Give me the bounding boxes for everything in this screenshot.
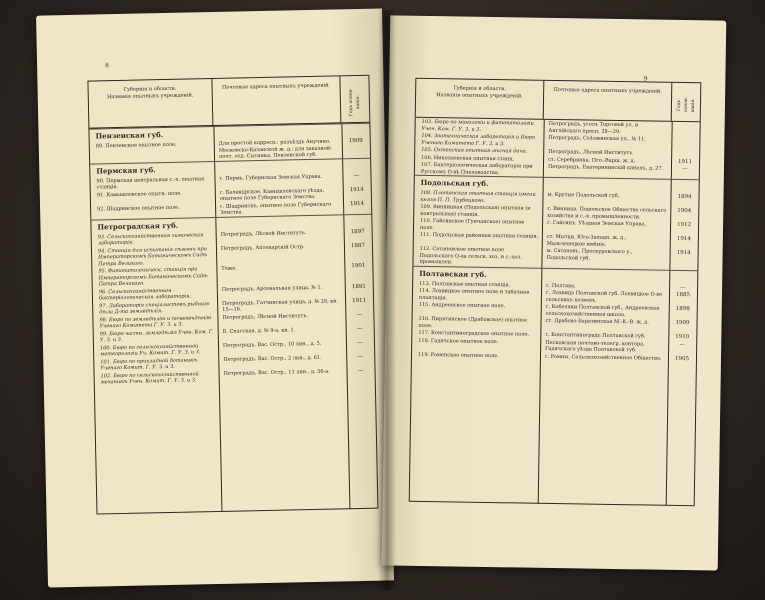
- postal-address: м. Сатановъ, Проскуровскаго у., Подольской губ.: [546, 247, 633, 262]
- founding-year: 1914: [676, 235, 691, 243]
- founding-year: 1901: [351, 262, 366, 270]
- founding-year: —: [356, 311, 363, 318]
- postal-address: Петроградъ, Вас. Остр., 2 лин., д. 61.: [223, 354, 322, 363]
- postal-address: г. Полтава.: [546, 282, 576, 289]
- right-page-number: 9: [643, 75, 648, 83]
- section-heading: Петроградская губ.: [91, 213, 371, 233]
- postal-address: Петроградъ, Лѣсной Институтъ.: [222, 312, 309, 321]
- section-heading: Подольская губ.: [415, 175, 699, 193]
- right-table: [409, 78, 702, 506]
- header-year: [672, 83, 701, 121]
- founding-year: 1894: [677, 193, 692, 201]
- right-page: [382, 15, 727, 570]
- book-spine: [378, 10, 396, 590]
- section-heading: Пензенская губ.: [89, 123, 369, 143]
- institution-name: 107. Бактеріологическая лабораторія при Русскомъ О-вѣ Пчеловодства.: [420, 161, 533, 176]
- postal-address: Петроградъ, Вас. Остр., 11 лин., д. 56-а.: [223, 368, 330, 377]
- institution-name: 100. Бюро по сельскохозяйственной метеорологіи Уч. Комит. Г. У. З. и З.: [99, 342, 201, 358]
- left-table-body: [89, 123, 377, 515]
- postal-address: ст. Мытки, Юго-Западн. ж. д., Мальчевецкое имѣніе.: [546, 233, 627, 248]
- institution-name: 94. Станція для испытанія сѣмянъ при Императорскомъ Ботаническомъ Садѣ Петра Великаго.: [97, 245, 208, 267]
- postal-address: Песковская почтово-телегр. контора, Гадячскаго уѣзда Полтавской губ.: [545, 339, 645, 354]
- header-address: Почтовые адреса опытныхъ учрежденій.: [212, 76, 341, 125]
- postal-address: ст. Драбово-Баратинская М.-К.-В. ж. д.: [545, 317, 649, 326]
- institution-name: 91. Камышловское опытн. поле.: [96, 190, 182, 198]
- institution-name: 93. Сельскохозяйственная химическая лабораторія.: [97, 231, 204, 247]
- postal-address: м. Крутые Подольской губ.: [547, 191, 620, 200]
- institution-name: 110. Гайсинское (Гунчанское) опытное поле.: [419, 217, 525, 231]
- founding-year: 1887: [350, 242, 365, 249]
- postal-address: Петроградъ, Лѣсной Институтъ.: [548, 148, 634, 157]
- founding-year: —: [356, 325, 363, 332]
- founding-year: 1909: [675, 319, 690, 327]
- institution-name: 105. Охтенская опытная лѣсная дача.: [421, 146, 528, 155]
- institution-name: 101. Бюро по прикладной ботаникѣ Ученаго Комит. Г. У. З. и З.: [100, 356, 198, 372]
- institution-name: 115. Андреевское опытное поле.: [418, 301, 506, 310]
- postal-address: г. Винница, Подольское Общество сельскаго хозяйства и с.-х. промышленности.: [547, 205, 667, 220]
- left-page-number: 8: [105, 62, 110, 70]
- founding-year: 1885: [675, 291, 691, 299]
- founding-year: —: [357, 339, 363, 346]
- header-year: [340, 76, 369, 123]
- founding-year: 1914: [349, 200, 365, 207]
- institution-name: 96. Сельскохозяйственная бактеріологическая лабораторія.: [98, 287, 192, 302]
- postal-address: Петроградъ, Съѣзжинская ул., № 11.: [548, 134, 646, 143]
- postal-address: г. Ромны, Сельскохозяйственное Общество.: [544, 353, 662, 362]
- founding-year: —: [682, 165, 688, 173]
- institution-name: 116. Пирятинское (Драбовское) опытное поле.: [418, 315, 528, 329]
- postal-address: Петроградъ, Аптекарскій Остр.: [220, 243, 305, 252]
- founding-year: 1910: [675, 333, 690, 341]
- institution-name: 92. Шадринское опытное поле.: [97, 204, 180, 212]
- header-year-label: Годъ основ-ванія.: [348, 88, 362, 117]
- postal-address: ст. Серебрянка, Пго.-Варш. ж. д.: [548, 156, 636, 164]
- postal-address: г. Кобеляки Полтавской губ., Андреевская сельскохозяйственная школа.: [545, 303, 660, 318]
- institution-name: 108. Плотянская опытная станція имени князя П. П. Трубецкого.: [420, 189, 536, 204]
- founding-year: 1897: [350, 228, 365, 235]
- institution-name: 112. Сатановское опытное поле Подольскаго О-ва сельск. хоз. и с.-хоз. промышлен.: [419, 245, 522, 266]
- postal-address: Петроградъ, Лѣсной Институтъ.: [220, 229, 307, 238]
- postal-address: г. Пермь, Губернская Земская Управа.: [219, 173, 323, 182]
- institution-name: 89. Пензенское опытное поле.: [95, 141, 177, 150]
- founding-year: —: [353, 172, 360, 179]
- institution-name: 103. Бюро по микологіи и фитопатологіи Учен. Ком. Г. У. З. и З.: [421, 118, 534, 133]
- postal-address: Петроградъ, Гатчинская улица, д. № 29, кв. 15—16.: [222, 297, 338, 313]
- founding-year: 1898: [675, 305, 690, 313]
- institution-name: 98. Бюро по земледѣлію и почвовѣдѣнію Ученаго Комитета Г. У. З. и З.: [99, 314, 212, 330]
- institution-name: 99. Бюро частн. земледѣлія Учен. Ком. Г. У. З. и З.: [99, 328, 214, 344]
- postal-address: Петроградъ, уголъ Торговой ул. и Англійскаго просп. 28—29.: [548, 120, 639, 135]
- institution-name: 106. Николаевская опытная станц.: [421, 154, 515, 162]
- institution-name: 117. Константиноградское опытное поле.: [418, 329, 530, 338]
- header-year-label: Годъ основ-ванія.: [676, 97, 696, 113]
- right-table-header: [416, 79, 701, 122]
- header-province-label: Губернія и области.: [123, 85, 177, 93]
- institution-name: 114. Лохвицкое опытное поле и табачная плантація.: [418, 287, 530, 301]
- header-institution: [416, 79, 545, 119]
- postal-address: Петроградъ, Екатерининскій каналъ, д. 27.: [547, 163, 664, 172]
- header-institution: [88, 79, 213, 128]
- institution-name: 119. Роменское опытное поле.: [417, 351, 499, 359]
- founding-year: —: [357, 353, 364, 360]
- header-name-label: Названія опытныхъ учрежденій.: [436, 92, 523, 100]
- founding-year: [671, 136, 699, 150]
- left-table-header: [88, 76, 369, 129]
- institution-name: 109. Винницкая (Подольская) опытная (и контрольная) станція.: [420, 203, 531, 218]
- postal-address: Петроградъ, Вас. Остр., 10 лин., д. 5.: [222, 340, 322, 349]
- founding-year: 1914: [676, 249, 691, 257]
- left-page: [36, 8, 394, 587]
- left-rows: [89, 123, 374, 386]
- postal-address: г. Лохвица Полтавской губ. Лохвицкое О-во сельскихъ хозяевъ.: [545, 289, 663, 304]
- institution-name: 102. Бюро по сельскохозяйственной механикѣ Учен. Комит. Г. У. З. и З.: [100, 370, 199, 386]
- header-province-label: Губернія и области.: [453, 85, 507, 93]
- right-rows: [412, 118, 700, 362]
- institution-name: 111. Подольская районная опытная станція.: [419, 231, 539, 240]
- founding-year: 1914: [349, 186, 364, 193]
- right-table-body: [410, 118, 700, 506]
- left-table: [87, 75, 378, 515]
- founding-year: 1904: [677, 207, 692, 215]
- postal-address: г. Константиноградъ Полтавской губ.: [545, 331, 646, 340]
- header-address: Почтовые адреса опытныхъ учрежденій.: [544, 81, 673, 121]
- founding-year: —: [679, 341, 686, 348]
- founding-year: 1911: [678, 158, 693, 165]
- founding-year: 1909: [348, 137, 363, 145]
- postal-address: г. Гайсинъ, Уѣздная Земская Управа.: [547, 219, 647, 228]
- postal-address: г. Баландрское, Камышловскаго уѣзда, опытное поле Губернскаго Земства.: [219, 187, 324, 202]
- founding-year: 1912: [677, 221, 692, 229]
- founding-year: 1905: [674, 355, 690, 362]
- institution-name: 90. Пермская центральная с.-х. опытная станція.: [96, 175, 205, 191]
- institution-name: 97. Лабораторія спеціалистовъ рыбнаго дѣла Д-та земледѣлія.: [99, 300, 210, 316]
- postal-address: Тоже.: [221, 265, 237, 272]
- founding-year: —: [680, 284, 686, 291]
- postal-address: г. Шадринскъ, опытное поле Губернскаго Земства.: [220, 201, 332, 216]
- postal-address: Петроградъ, Арсенальная улица, № 1.: [221, 284, 323, 293]
- founding-year: —: [357, 367, 364, 374]
- institution-name: 95. Фитопатологическ. станція при Императорскомъ Ботаническомъ Садѣ Петра Великаго.: [98, 266, 208, 288]
- institution-name: 104. Зоотехническая лабораторія и Бюро Ученаго Комитета Г. У. З. и З.: [421, 132, 536, 147]
- header-name-label: Названія опытныхъ учрежденій.: [106, 92, 194, 101]
- founding-year: [671, 122, 699, 136]
- institution-name: 118. Гадячское опытное поле.: [418, 337, 499, 345]
- section-heading: Пермская губ.: [90, 157, 370, 177]
- founding-year: 1911: [352, 297, 367, 304]
- section-heading: Полтавская губ.: [413, 265, 697, 283]
- institution-name: 113. Полтавская опытная станція.: [419, 280, 511, 288]
- founding-year: 1891: [351, 283, 366, 290]
- postal-address: Б. Спасская, д. № 9-а, кв. 1.: [222, 326, 296, 335]
- postal-address: Для простой корресп.: разъѣздъ Анучино, Московско-Казанской ж. д.; для заказной: почт. отд. Сытинка, Пензенской губ.: [218, 138, 332, 160]
